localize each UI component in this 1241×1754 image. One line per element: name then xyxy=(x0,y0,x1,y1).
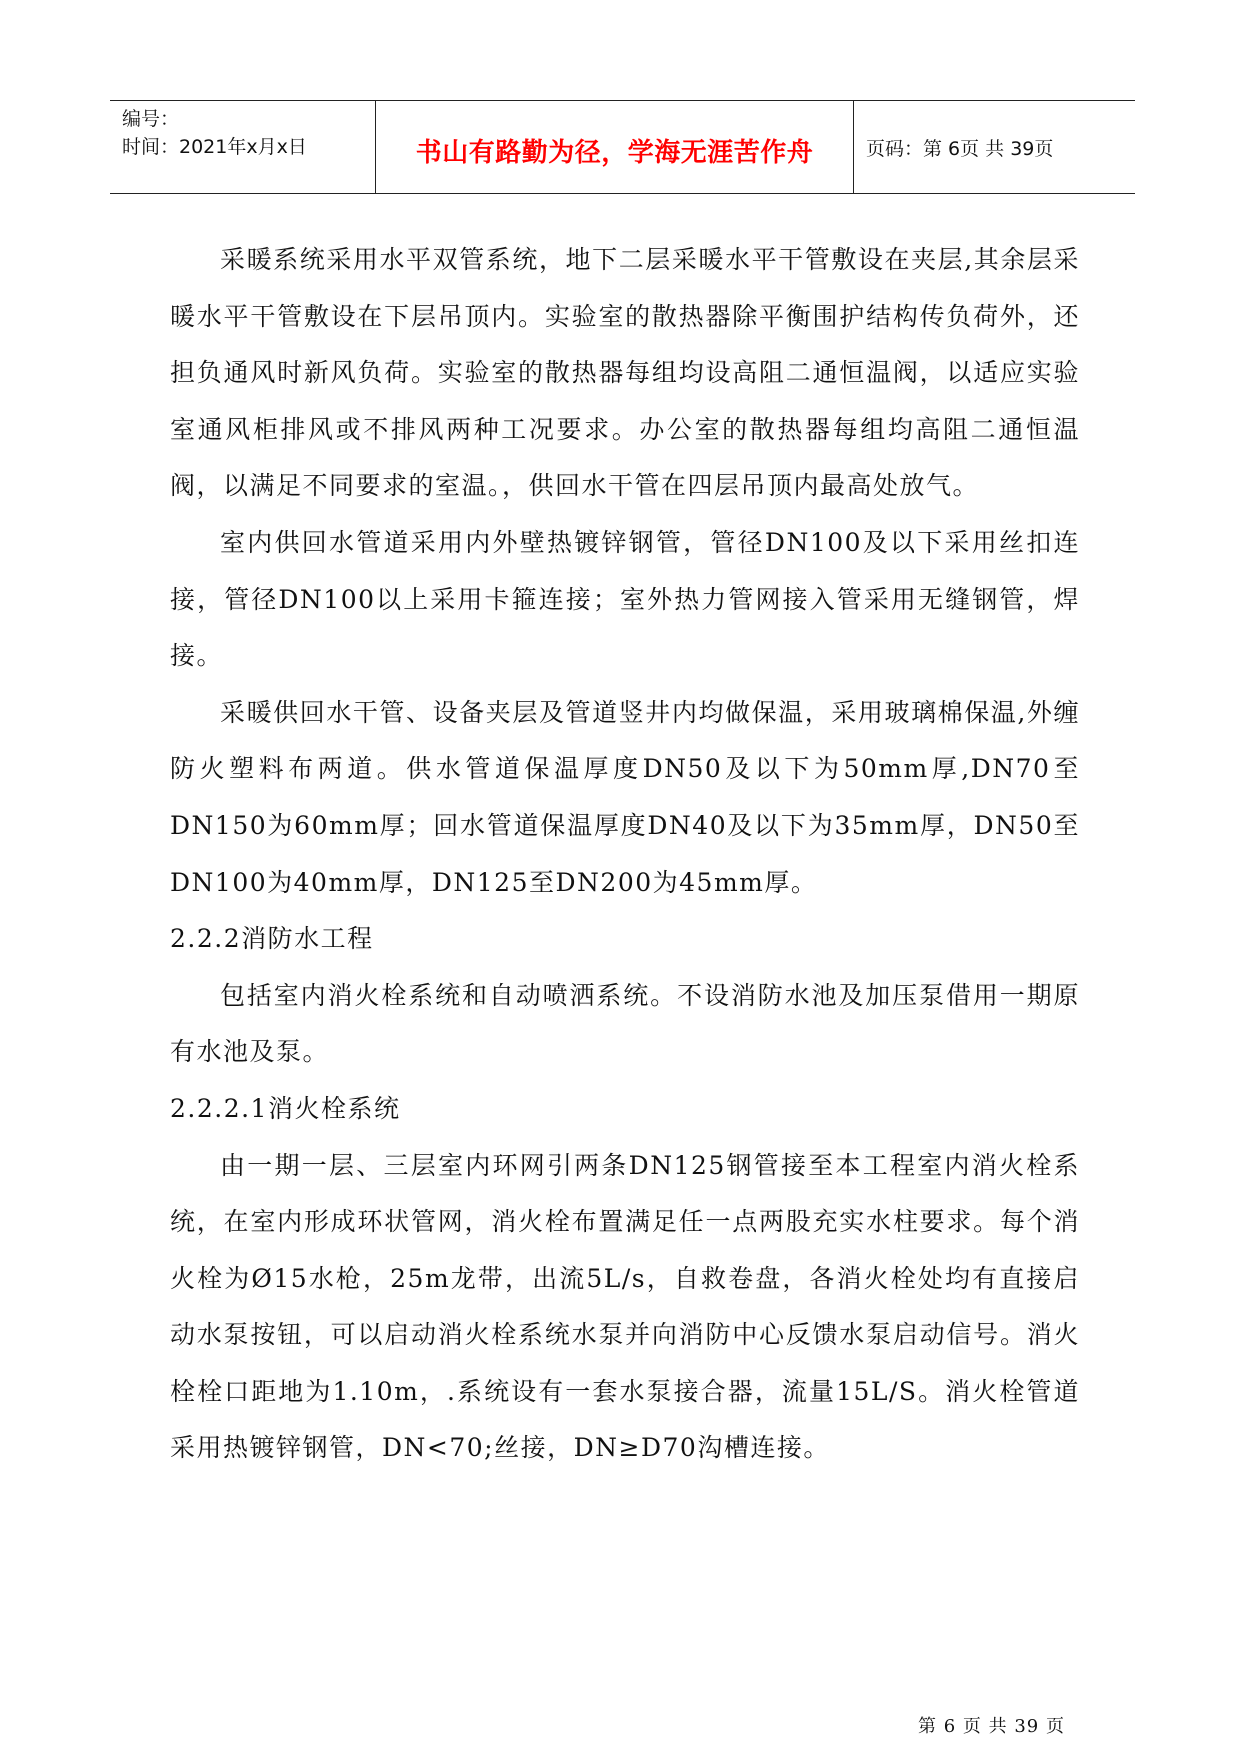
header-meta-cell xyxy=(110,101,376,193)
header-motto-cell xyxy=(376,101,854,193)
section-heading: 2.2.2消防水工程 xyxy=(170,924,374,954)
header-page-info: 页码：第 6页 共 39页 xyxy=(866,137,1054,160)
body-paragraph: 室内供回水管道采用内外壁热镀锌钢管，管径DN100及以下采用丝扣连接，管径DN100以上采用卡箍连接；室外热力管网接入管采用无缝钢管，焊接。 xyxy=(170,527,1080,671)
body-paragraph: 包括室内消火栓系统和自动喷洒系统。不设消防水池及加压泵借用一期原有水池及泵。 xyxy=(170,980,1080,1067)
header-motto: 书山有路勤为径，学海无涯苦作舟 xyxy=(415,137,814,168)
body-paragraph: 采暖系统采用水平双管系统，地下二层采暖水平干管敷设在夹层,其余层采暖水平干管敷设在下层吊顶内。实验室的散热器除平衡围护结构传负荷外，还担负通风时新风负荷。实验室的散热器每组均设高阻二通恒温阀，以适应实验室通风柜排风或不排风两种工况要求。办公室的散热器每组均高阻二通恒温阀，以满足不同要求的室温。，供回水干管在四层吊顶内最高处放气。 xyxy=(170,245,1080,501)
body-paragraph: 由一期一层、三层室内环网引两条DN125钢管接至本工程室内消火栓系统，在室内形成环状管网，消火栓布置满足任一点两股充实水柱要求。每个消火栓为Ø15水枪，25m龙带，出流5L/s，自救卷盘，各消火栓处均有直接启动水泵按钮，可以启动消火栓系统水泵并向消防中心反馈水泵启动信号。消火栓栓口距地为1.10m，.系统设有一套水泵接合器，流量15L/S。消火栓管道采用热镀锌钢管，DN<70;丝接，DN≥D70沟槽连接。 xyxy=(170,1150,1080,1463)
body-paragraph: 采暖供回水干管、设备夹层及管道竖井内均做保温，采用玻璃棉保温,外缠防火塑料布两道。供水管道保温厚度DN50及以下为50mm厚,DN70至DN150为60mm厚；回水管道保温厚度DN40及以下为35mm厚，DN50至DN100为40mm厚，DN125至DN200为45mm厚。 xyxy=(170,697,1080,897)
document-body xyxy=(170,232,1080,1477)
document-number-label: 编号： xyxy=(122,108,180,130)
document-date: 时间：2021年x月x日 xyxy=(122,136,307,158)
header-page-cell xyxy=(854,101,1135,193)
document-header xyxy=(110,100,1135,194)
page-footer: 第 6 页 共 39 页 xyxy=(918,1716,1065,1737)
subsection-heading: 2.2.2.1消火栓系统 xyxy=(170,1093,401,1123)
